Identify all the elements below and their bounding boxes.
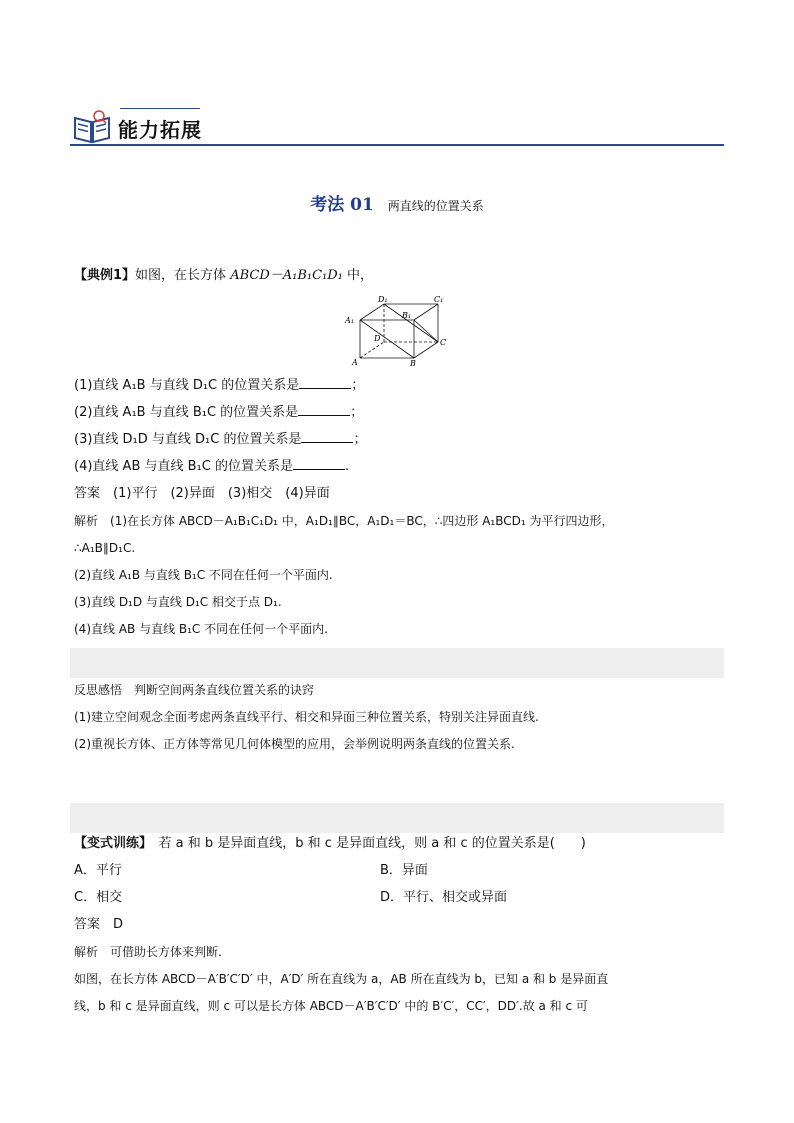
analysis-line-5: (4)直线 AB 与直线 B₁C 不同在任何一个平面内. xyxy=(74,622,328,636)
vertex-label-d1: D₁ xyxy=(378,295,388,304)
practice-analysis-3: 线，b 和 c 是异面直线，则 c 可以是长方体 ABCD－A′B′C′D′ 中的 B′C′，CC′，DD′.故 a 和 c 可 xyxy=(74,999,588,1013)
question-1: (1)直线 A₁B 与直线 D₁C 的位置关系是 ； xyxy=(74,378,365,393)
section-title: 能力拓展 xyxy=(118,118,202,142)
option-a: A．平行 xyxy=(74,863,122,878)
option-b: B．异面 xyxy=(380,863,428,878)
analysis-label: 解析 xyxy=(74,514,99,528)
option-d: D．平行、相交或异面 xyxy=(380,890,508,905)
method-label: 考法 01 xyxy=(310,195,374,215)
practice-tag: 【变式训练】 xyxy=(74,836,146,851)
vertex-label-b: B xyxy=(410,359,416,366)
vertex-label-c: C xyxy=(440,338,447,347)
practice-analysis-1: 解析 可借助长方体来判断. xyxy=(74,945,222,959)
answer-blank-2 xyxy=(298,403,350,416)
vertex-label-a1: A₁ xyxy=(345,316,354,325)
grey-separator-1 xyxy=(70,648,724,678)
method-heading xyxy=(0,190,794,215)
answer-blank-1 xyxy=(299,376,351,389)
answer-blank-3 xyxy=(301,430,353,443)
practice-answer-text: D xyxy=(113,917,124,932)
reflection-title: 判断空间两条直线位置关系的诀窍 xyxy=(134,683,315,697)
example-tag: 【典例1】 xyxy=(74,268,136,283)
vertex-label-c1: C₁ xyxy=(434,295,444,304)
analysis-line-2: ∴A₁B∥D₁C. xyxy=(74,541,136,555)
example-intro-cuboid: ABCD－A₁B₁C₁D₁ xyxy=(230,268,343,283)
book-icon xyxy=(72,110,112,144)
reflection-point-1: (1)建立空间观念全面考虑两条直线平行、相交和异面三种位置关系，特别关注异面直线. xyxy=(74,710,539,724)
example-answer xyxy=(74,485,330,503)
options-row-2 xyxy=(74,889,724,907)
question-2: (2)直线 A₁B 与直线 B₁C 的位置关系是 ； xyxy=(74,405,364,420)
option-c: C．相交 xyxy=(74,890,123,905)
vertex-label-b1: B₁ xyxy=(402,311,412,320)
analysis-line-3: (2)直线 A₁B 与直线 B₁C 不同在任何一个平面内. xyxy=(74,568,333,582)
vertex-label-d: D xyxy=(374,334,381,343)
answer-blank-4 xyxy=(293,457,345,470)
reflection-heading xyxy=(74,681,314,699)
practice-answer xyxy=(74,916,123,934)
analysis-line-4: (3)直线 D₁D 与直线 D₁C 相交于点 D₁. xyxy=(74,595,282,609)
practice-answer-label: 答案 xyxy=(74,917,101,932)
practice-question xyxy=(74,835,586,853)
reflection-point-2: (2)重视长方体、正方体等常见几何体模型的应用，会举例说明两条直线的位置关系. xyxy=(74,737,515,751)
example-intro xyxy=(74,267,373,285)
question-4: (4)直线 AB 与直线 B₁C 的位置关系是 . xyxy=(74,459,350,474)
question-3: (3)直线 D₁D 与直线 D₁C 的位置关系是 ； xyxy=(74,432,367,447)
reflection-label: 反思感悟 xyxy=(74,683,123,697)
answer-label: 答案 xyxy=(74,486,101,501)
example-intro-text-a: 如图，在长方体 xyxy=(135,268,231,283)
header-top-rule xyxy=(120,108,200,109)
grey-separator-2 xyxy=(70,803,724,833)
analysis-line-1: 解析 (1)在长方体 ABCD－A₁B₁C₁D₁ 中，A₁D₁∥BC，A₁D₁＝BC，∴四边形 A₁BCD₁ 为平行四边形， xyxy=(74,514,614,528)
vertex-label-a: A xyxy=(352,358,358,366)
answer-text: (1)平行 (2)异面 (3)相交 (4)异面 xyxy=(113,486,330,501)
options-row-1 xyxy=(74,862,724,880)
practice-question-text: 若 a 和 b 是异面直线，b 和 c 是异面直线，则 a 和 c 的位置关系是( ) xyxy=(158,836,586,851)
header-rule xyxy=(70,144,724,146)
example-intro-text-c: 中， xyxy=(342,268,374,283)
cuboid-figure xyxy=(344,294,454,366)
practice-analysis-label: 解析 xyxy=(74,945,99,959)
method-title: 两直线的位置关系 xyxy=(387,199,484,213)
practice-analysis-2: 如图，在长方体 ABCD－A′B′C′D′ 中，A′D′ 所在直线为 a，AB 所在直线为 b，已知 a 和 b 是异面直 xyxy=(74,972,609,986)
